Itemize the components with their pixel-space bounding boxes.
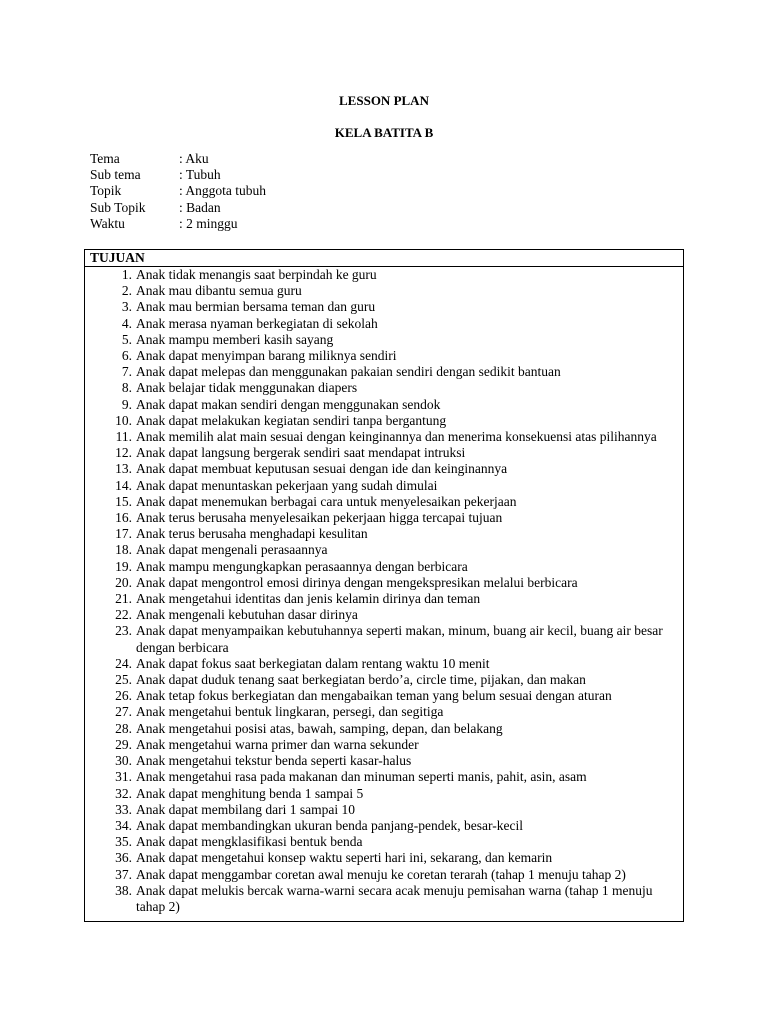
list-item-number: 30. [115,753,132,769]
list-item-text: Anak terus berusaha menghadapi kesulitan [136,526,368,542]
list-item-text: Anak dapat menyampaikan kebutuhannya seperti makan, minum, buang air kecil, buang air besar dengan berbicara [136,623,663,655]
list-item-number: 7. [121,364,132,380]
list-item-text: Anak dapat melepas dan menggunakan pakaian sendiri dengan sedikit bantuan [136,364,561,380]
list-item-number: 4. [121,315,132,331]
list-item-number: 9. [121,396,132,412]
list-item [85,299,683,315]
list-item-text: Anak dapat menghitung benda 1 sampai 5 [136,785,364,801]
list-item-number: 37. [115,866,132,882]
list-item [85,397,683,413]
list-item-number: 35. [115,834,132,850]
list-item [85,623,683,655]
list-item-text: Anak mengetahui posisi atas, bawah, samping, depan, dan belakang [136,720,503,736]
list-item [85,413,683,429]
list-item-text: Anak mau dibantu semua guru [136,283,302,299]
list-item-text: Anak dapat duduk tenang saat berkegiatan berdo’a, circle time, pijakan, dan makan [136,672,586,688]
list-item-text: Anak tidak menangis saat berpindah ke guru [136,267,377,282]
list-item-text: Anak dapat makan sendiri dengan menggunakan sendok [136,396,441,412]
document-title: LESSON PLAN [339,93,429,108]
list-item [85,461,683,477]
list-item-text: Anak mampu mengungkapkan perasaannya dengan berbicara [136,558,468,574]
list-item-number: 11. [115,429,132,445]
list-item-number: 34. [115,817,132,833]
list-item-text: Anak tetap fokus berkegiatan dan mengabaikan teman yang belum sesuai dengan aturan [136,688,612,704]
list-item-number: 31. [115,769,132,785]
meta-value: : 2 minggu [179,215,238,231]
list-item-text: Anak mengetahui tekstur benda seperti kasar-halus [136,753,412,769]
list-item [85,769,683,785]
list-item-number: 17. [115,526,132,542]
meta-row-waktu [90,216,266,232]
list-item-text: Anak dapat mengontrol emosi dirinya dengan mengekspresikan melalui berbicara [136,574,578,590]
list-item-number: 24. [115,655,132,671]
list-item-number: 26. [115,688,132,704]
list-item-number: 3. [121,299,132,315]
list-item-number: 13. [115,461,132,477]
list-item-text: Anak dapat menggambar coretan awal menuju ke coretan terarah (tahap 1 menuju tahap 2) [136,866,626,882]
list-item-number: 33. [115,801,132,817]
list-item-number: 23. [115,623,132,639]
list-item-number: 22. [115,607,132,623]
list-item-number: 8. [121,380,132,396]
list-item [85,883,683,915]
list-item [85,332,683,348]
list-item [85,656,683,672]
list-item [85,850,683,866]
list-item [85,526,683,542]
list-item-number: 6. [121,348,132,364]
meta-key: Sub Topik [90,199,146,215]
list-item-text: Anak mengetahui identitas dan jenis kelamin dirinya dan teman [136,591,481,607]
list-item-number: 1. [121,267,132,282]
meta-value: : Badan [179,199,221,215]
list-item [85,445,683,461]
list-item-text: Anak mengetahui bentuk lingkaran, persegi, dan segitiga [136,704,444,720]
list-item-number: 38. [115,882,132,898]
list-item [85,867,683,883]
meta-key: Topik [90,183,122,199]
list-item-text: Anak mampu memberi kasih sayang [136,331,334,347]
list-item [85,737,683,753]
list-item-text: Anak dapat mengklasifikasi bentuk benda [136,834,363,850]
meta-row-sub-topik [90,200,266,216]
list-item-text: Anak merasa nyaman berkegiatan di sekolah [136,315,378,331]
list-item-number: 32. [115,785,132,801]
list-item [85,494,683,510]
meta-value: : Tubuh [179,167,221,183]
list-item-text: Anak dapat mengetahui konsep waktu seperti hari ini, sekarang, dan kemarin [136,850,553,866]
list-item-number: 2. [121,283,132,299]
list-item-text: Anak dapat langsung bergerak sendiri saat mendapat intruksi [136,445,466,461]
list-item-number: 29. [115,736,132,752]
list-item [85,591,683,607]
list-item-text: Anak dapat membandingkan ukuran benda panjang-pendek, besar-kecil [136,817,523,833]
list-item-text: Anak mengetahui warna primer dan warna sekunder [136,736,419,752]
list-item-text: Anak mau bermian bersama teman dan guru [136,299,376,315]
list-item [85,802,683,818]
list-item [85,753,683,769]
list-item-text: Anak belajar tidak menggunakan diapers [136,380,358,396]
list-item-text: Anak dapat menuntaskan pekerjaan yang sudah dimulai [136,477,438,493]
list-item [85,672,683,688]
list-item [85,364,683,380]
list-item-number: 19. [115,558,132,574]
meta-row-topik [90,183,266,199]
list-item-number: 5. [121,331,132,347]
list-item [85,834,683,850]
list-item-number: 12. [115,445,132,461]
list-item [85,478,683,494]
list-item-number: 18. [115,542,132,558]
list-item-text: Anak dapat melukis bercak warna-warni secara acak menuju pemisahan warna (tahap 1 menuju tahap 2) [136,882,653,914]
list-item-text: Anak dapat membuat keputusan sesuai dengan ide dan keinginannya [136,461,508,477]
list-item [85,348,683,364]
list-item-text: Anak terus berusaha menyelesaikan pekerjaan higga tercapai tujuan [136,510,503,526]
meta-row-sub-tema [90,167,266,183]
tujuan-table [84,249,684,922]
list-item [85,380,683,396]
class-title: KELA BATITA B [334,125,434,140]
list-item-number: 14. [115,477,132,493]
list-item [85,267,683,283]
list-item [85,575,683,591]
tujuan-list [85,267,683,915]
list-item-text: Anak dapat menyimpan barang miliknya sendiri [136,348,397,364]
meta-value: : Anggota tubuh [179,183,266,199]
meta-row-tema [90,151,266,167]
list-item [85,283,683,299]
list-item-text: Anak mengetahui rasa pada makanan dan minuman seperti manis, pahit, asin, asam [136,769,587,785]
list-item-number: 28. [115,720,132,736]
list-item [85,704,683,720]
list-item-number: 25. [115,672,132,688]
list-item [85,542,683,558]
list-item-text: Anak dapat membilang dari 1 sampai 10 [136,801,355,817]
list-item-number: 21. [115,591,132,607]
list-item [85,721,683,737]
list-item-number: 36. [115,850,132,866]
list-item [85,429,683,445]
list-item [85,316,683,332]
list-item-text: Anak dapat melakukan kegiatan sendiri tanpa bergantung [136,412,447,428]
list-item-number: 20. [115,574,132,590]
list-item-number: 10. [115,412,132,428]
list-item-number: 15. [115,493,132,509]
meta-key: Tema [90,151,120,166]
list-item-text: Anak dapat fokus saat berkegiatan dalam rentang waktu 10 menit [136,655,490,671]
list-item [85,818,683,834]
list-item [85,510,683,526]
list-item [85,786,683,802]
list-item-text: Anak dapat mengenali perasaannya [136,542,328,558]
list-item-text: Anak dapat menemukan berbagai cara untuk menyelesaikan pekerjaan [136,493,517,509]
meta-key: Waktu [90,215,125,231]
list-item [85,559,683,575]
meta-value: : Aku [179,151,209,166]
list-item-text: Anak memilih alat main sesuai dengan keinginannya dan menerima konsekuensi atas pilihannya [136,429,657,445]
lesson-meta [90,151,266,232]
list-item [85,607,683,623]
meta-key: Sub tema [90,167,141,183]
list-item-number: 16. [115,510,132,526]
list-item-text: Anak mengenali kebutuhan dasar dirinya [136,607,358,623]
list-item [85,688,683,704]
tujuan-heading: TUJUAN [85,250,683,267]
list-item-number: 27. [115,704,132,720]
